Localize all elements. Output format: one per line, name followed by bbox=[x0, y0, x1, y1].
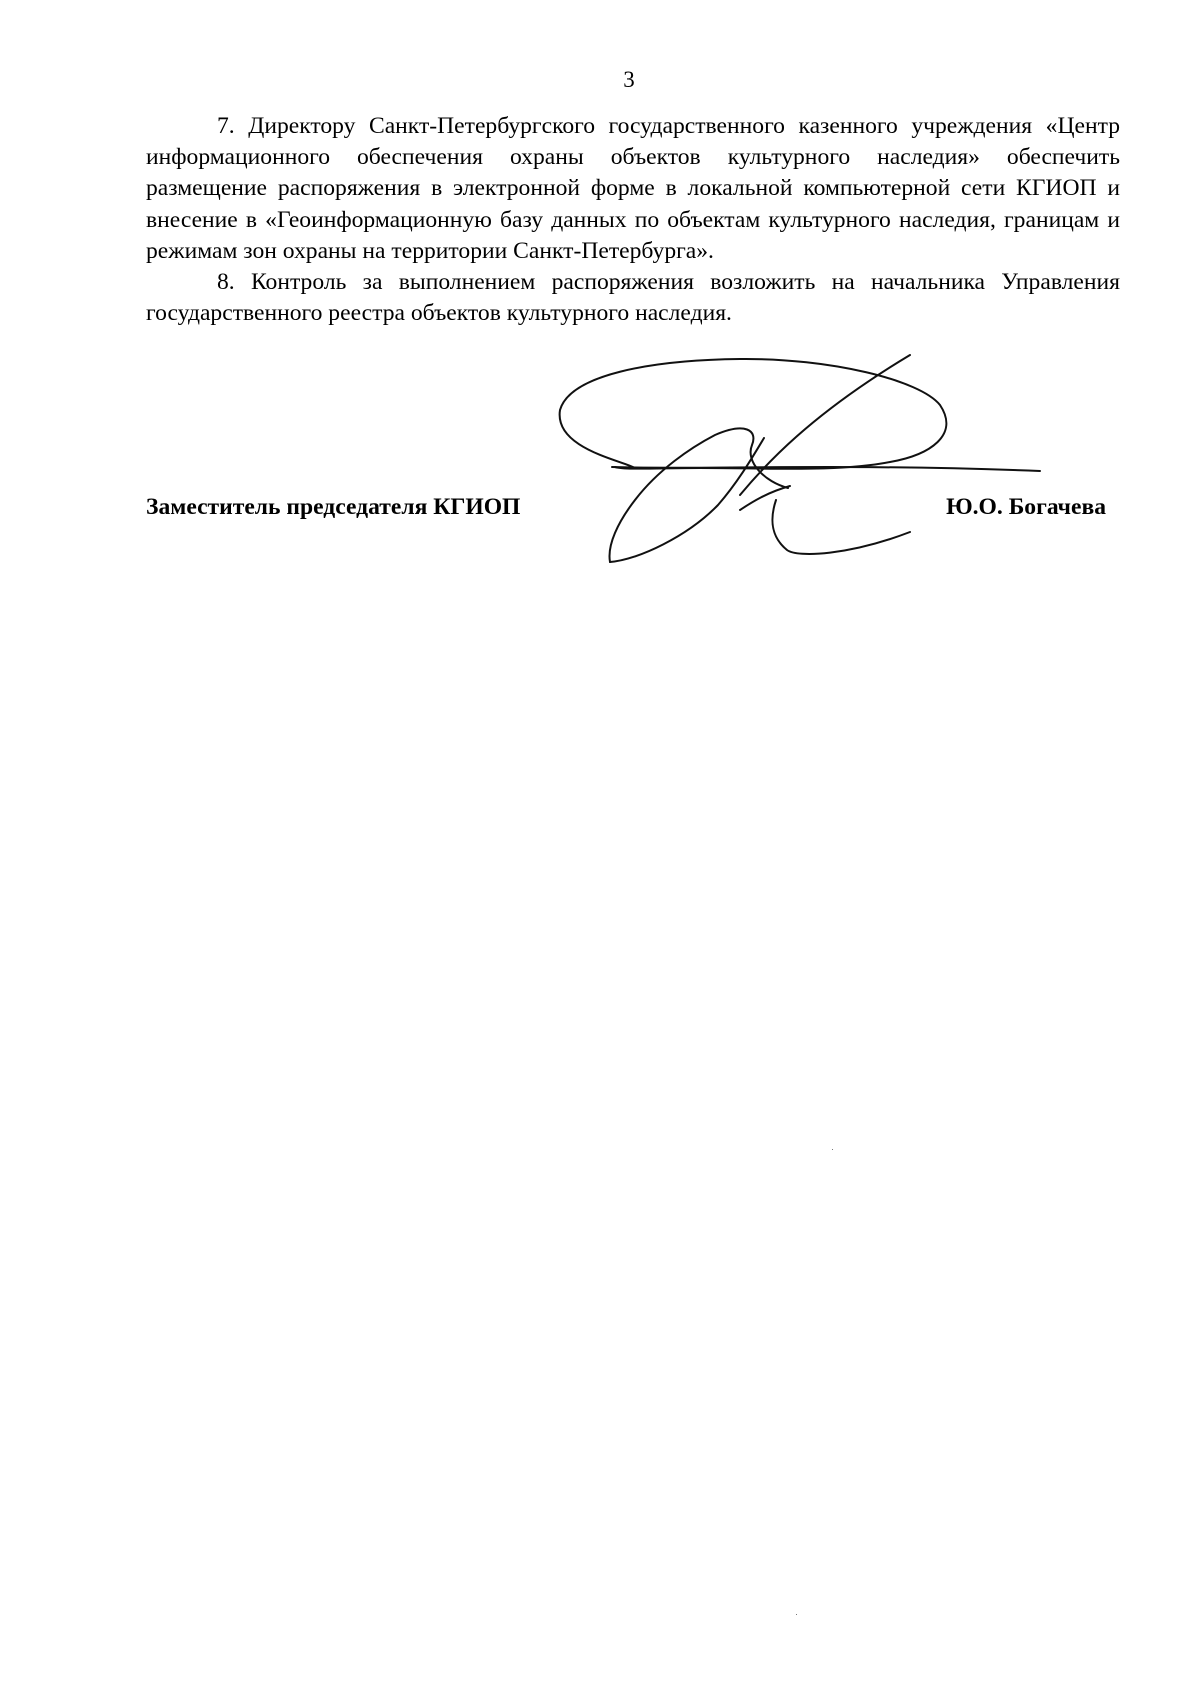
signatory-name: Ю.О. Богачева bbox=[946, 494, 1106, 520]
paragraph-7: 7. Директору Санкт-Петербургского государственного казенного учреждения «Центр информационного обеспечения охраны объектов культурного наследия» обеспечить размещение распоряжения в электронной форме в локальной компьютерной сети КГИОП и внесение в «Геоинформационную базу данных по объектам культурного наследия, границам и режимам зон охраны на территории Санкт-Петербурга». bbox=[146, 113, 1120, 264]
page-number: 3 bbox=[623, 67, 635, 92]
document-body bbox=[146, 111, 1120, 329]
handwritten-signature bbox=[540, 350, 1060, 580]
signatory-title: Заместитель председателя КГИОП bbox=[146, 494, 521, 520]
scan-speck bbox=[796, 1614, 797, 1615]
scan-speck bbox=[832, 1149, 833, 1150]
paragraph-8: 8. Контроль за выполнением распоряжения возложить на начальника Управления государственного реестра объектов культурного наследия. bbox=[146, 269, 1120, 327]
